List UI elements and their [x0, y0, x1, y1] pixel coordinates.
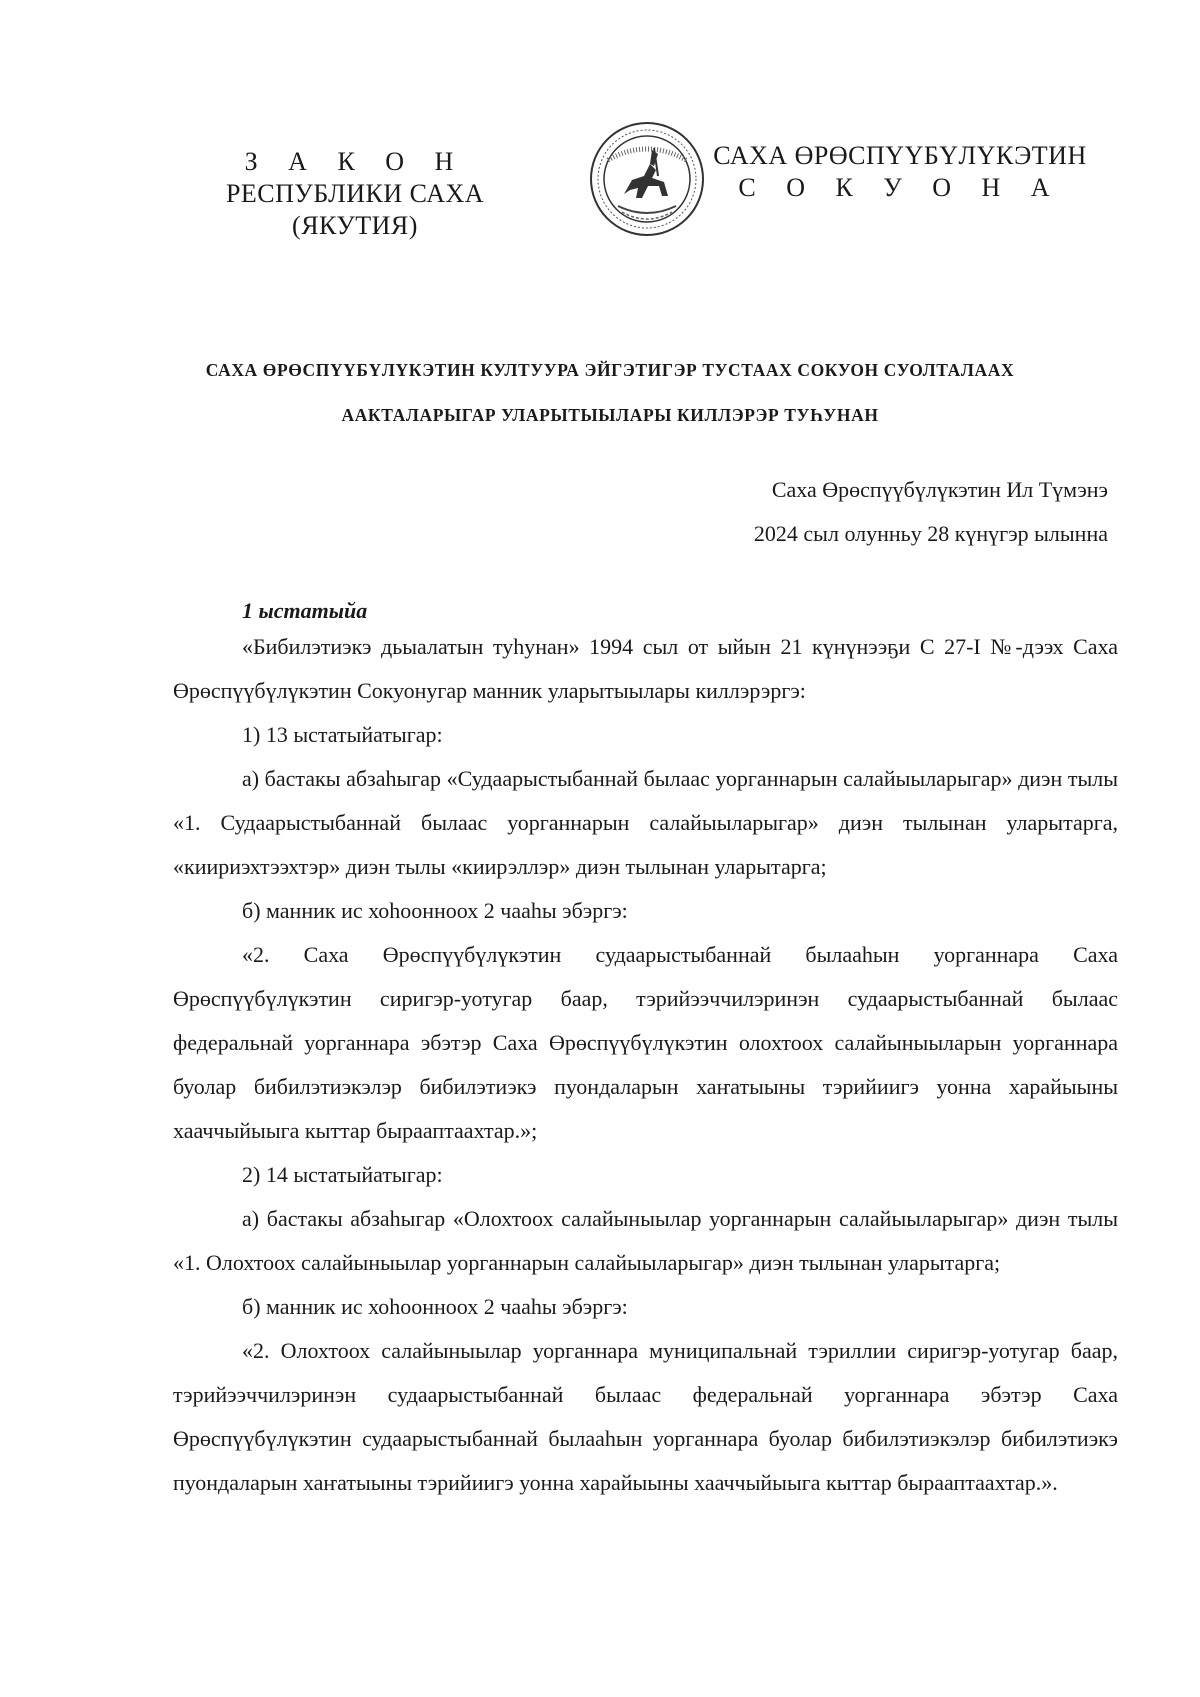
header-left-line1: З А К О Н [244, 147, 466, 176]
paragraph: «2. Саха Өрөспүүбүлүкэтин судаарыстыбаннай былааһын уорганнара Саха Өрөспүүбүлүкэтин сиригэр-уотугар баар, тэрийээччилэринэн судаарыстыбаннай былаас федеральнай уорганнара эбэтэр Саха Өрөспүүбүлүкэтин олохтоох салайыныыларын уорганнара буолар бибилэтиэкэлэр бибилэтиэкэ пуондаларын хаҥатыыны тэрийиигэ уонна харайыыны хааччыйыыга кыттар бырааптаахтар.»; [173, 942, 1118, 1143]
document-title-line1: САХА ӨРӨСПҮҮБҮЛҮКЭТИН КУЛТУУРА ЭЙГЭТИГЭР ТУСТААХ СОКУОН СУОЛТАЛААХ [205, 360, 1015, 380]
paragraph: «2. Олохтоох салайыныылар уорганнара муниципальнай тэриллии сиригэр-уотугар баар, тэрийээччилэринэн судаарыстыбаннай былаас федеральнай уорганнара эбэтэр Саха Өрөспүүбүлүкэтин судаарыстыбаннай былааһын уорганнара буолар бибилэтиэкэлэр бибилэтиэкэ пуондаларын хаҥатыыны тэрийиигэ уонна харайыыны хааччыйыыга кыттар бырааптаахтар.». [173, 1338, 1118, 1495]
paragraph: б) манник ис хоһоонноох 2 чааһы эбэргэ: [242, 1294, 628, 1319]
header-right-line2: С О К У О Н А [738, 173, 1062, 202]
header-right [710, 140, 1090, 204]
header-left-line2: РЕСПУБЛИКИ САХА (ЯКУТИЯ) [225, 179, 485, 240]
paragraph: а) бастакы абзаһыгар «Олохтоох салайыныылар уорганнарын салайыыларыгар» диэн тылы «1. Олохтоох салайыныылар уорганнарын салайыыларыгар» диэн тылынан уларытарга; [173, 1206, 1118, 1275]
paragraph: «Бибилэтиэкэ дьыалатын туһунан» 1994 сыл от ыйын 21 күнүнээҕи С 27-I №-дээх Саха Өрөспүүбүлүкэтин Сокуонугар манник уларытыылары киллэрэргэ: [173, 634, 1118, 703]
adoption-date: 2024 сыл олунньу 28 күнүгэр ылынна [753, 521, 1108, 546]
paragraph: а) бастакы абзаһыгар «Судаарыстыбаннай былаас уорганнарын салайыыларыгар» диэн тылы «1. Судаарыстыбаннай былаас уорганнарын салайыыларыгар» диэн тылынан уларытарга, «киириэхтээхтэр» диэн тылы «киирэллэр» диэн тылынан уларытарга; [173, 766, 1118, 879]
paragraph: б) манник ис хоһоонноох 2 чааһы эбэргэ: [242, 898, 628, 923]
coat-of-arms-emblem-icon [588, 120, 706, 238]
paragraph: 1) 13 ыстатыйатыгар: [242, 722, 443, 747]
article-heading: 1 ыстатыйа [242, 598, 368, 623]
document-body [173, 625, 1118, 1505]
header-left [165, 146, 545, 242]
document-title-line2: ААКТАЛАРЫГАР УЛАРЫТЫЫЛАРЫ КИЛЛЭРЭР ТУҺУНАН [341, 405, 879, 425]
header-right-line1: САХА ӨРӨСПҮҮБҮЛҮКЭТИН [713, 141, 1087, 170]
paragraph: 2) 14 ыстатыйатыгар: [242, 1162, 443, 1187]
adoption-body: Саха Өрөспүүбүлүкэтин Ил Түмэнэ [771, 477, 1108, 502]
